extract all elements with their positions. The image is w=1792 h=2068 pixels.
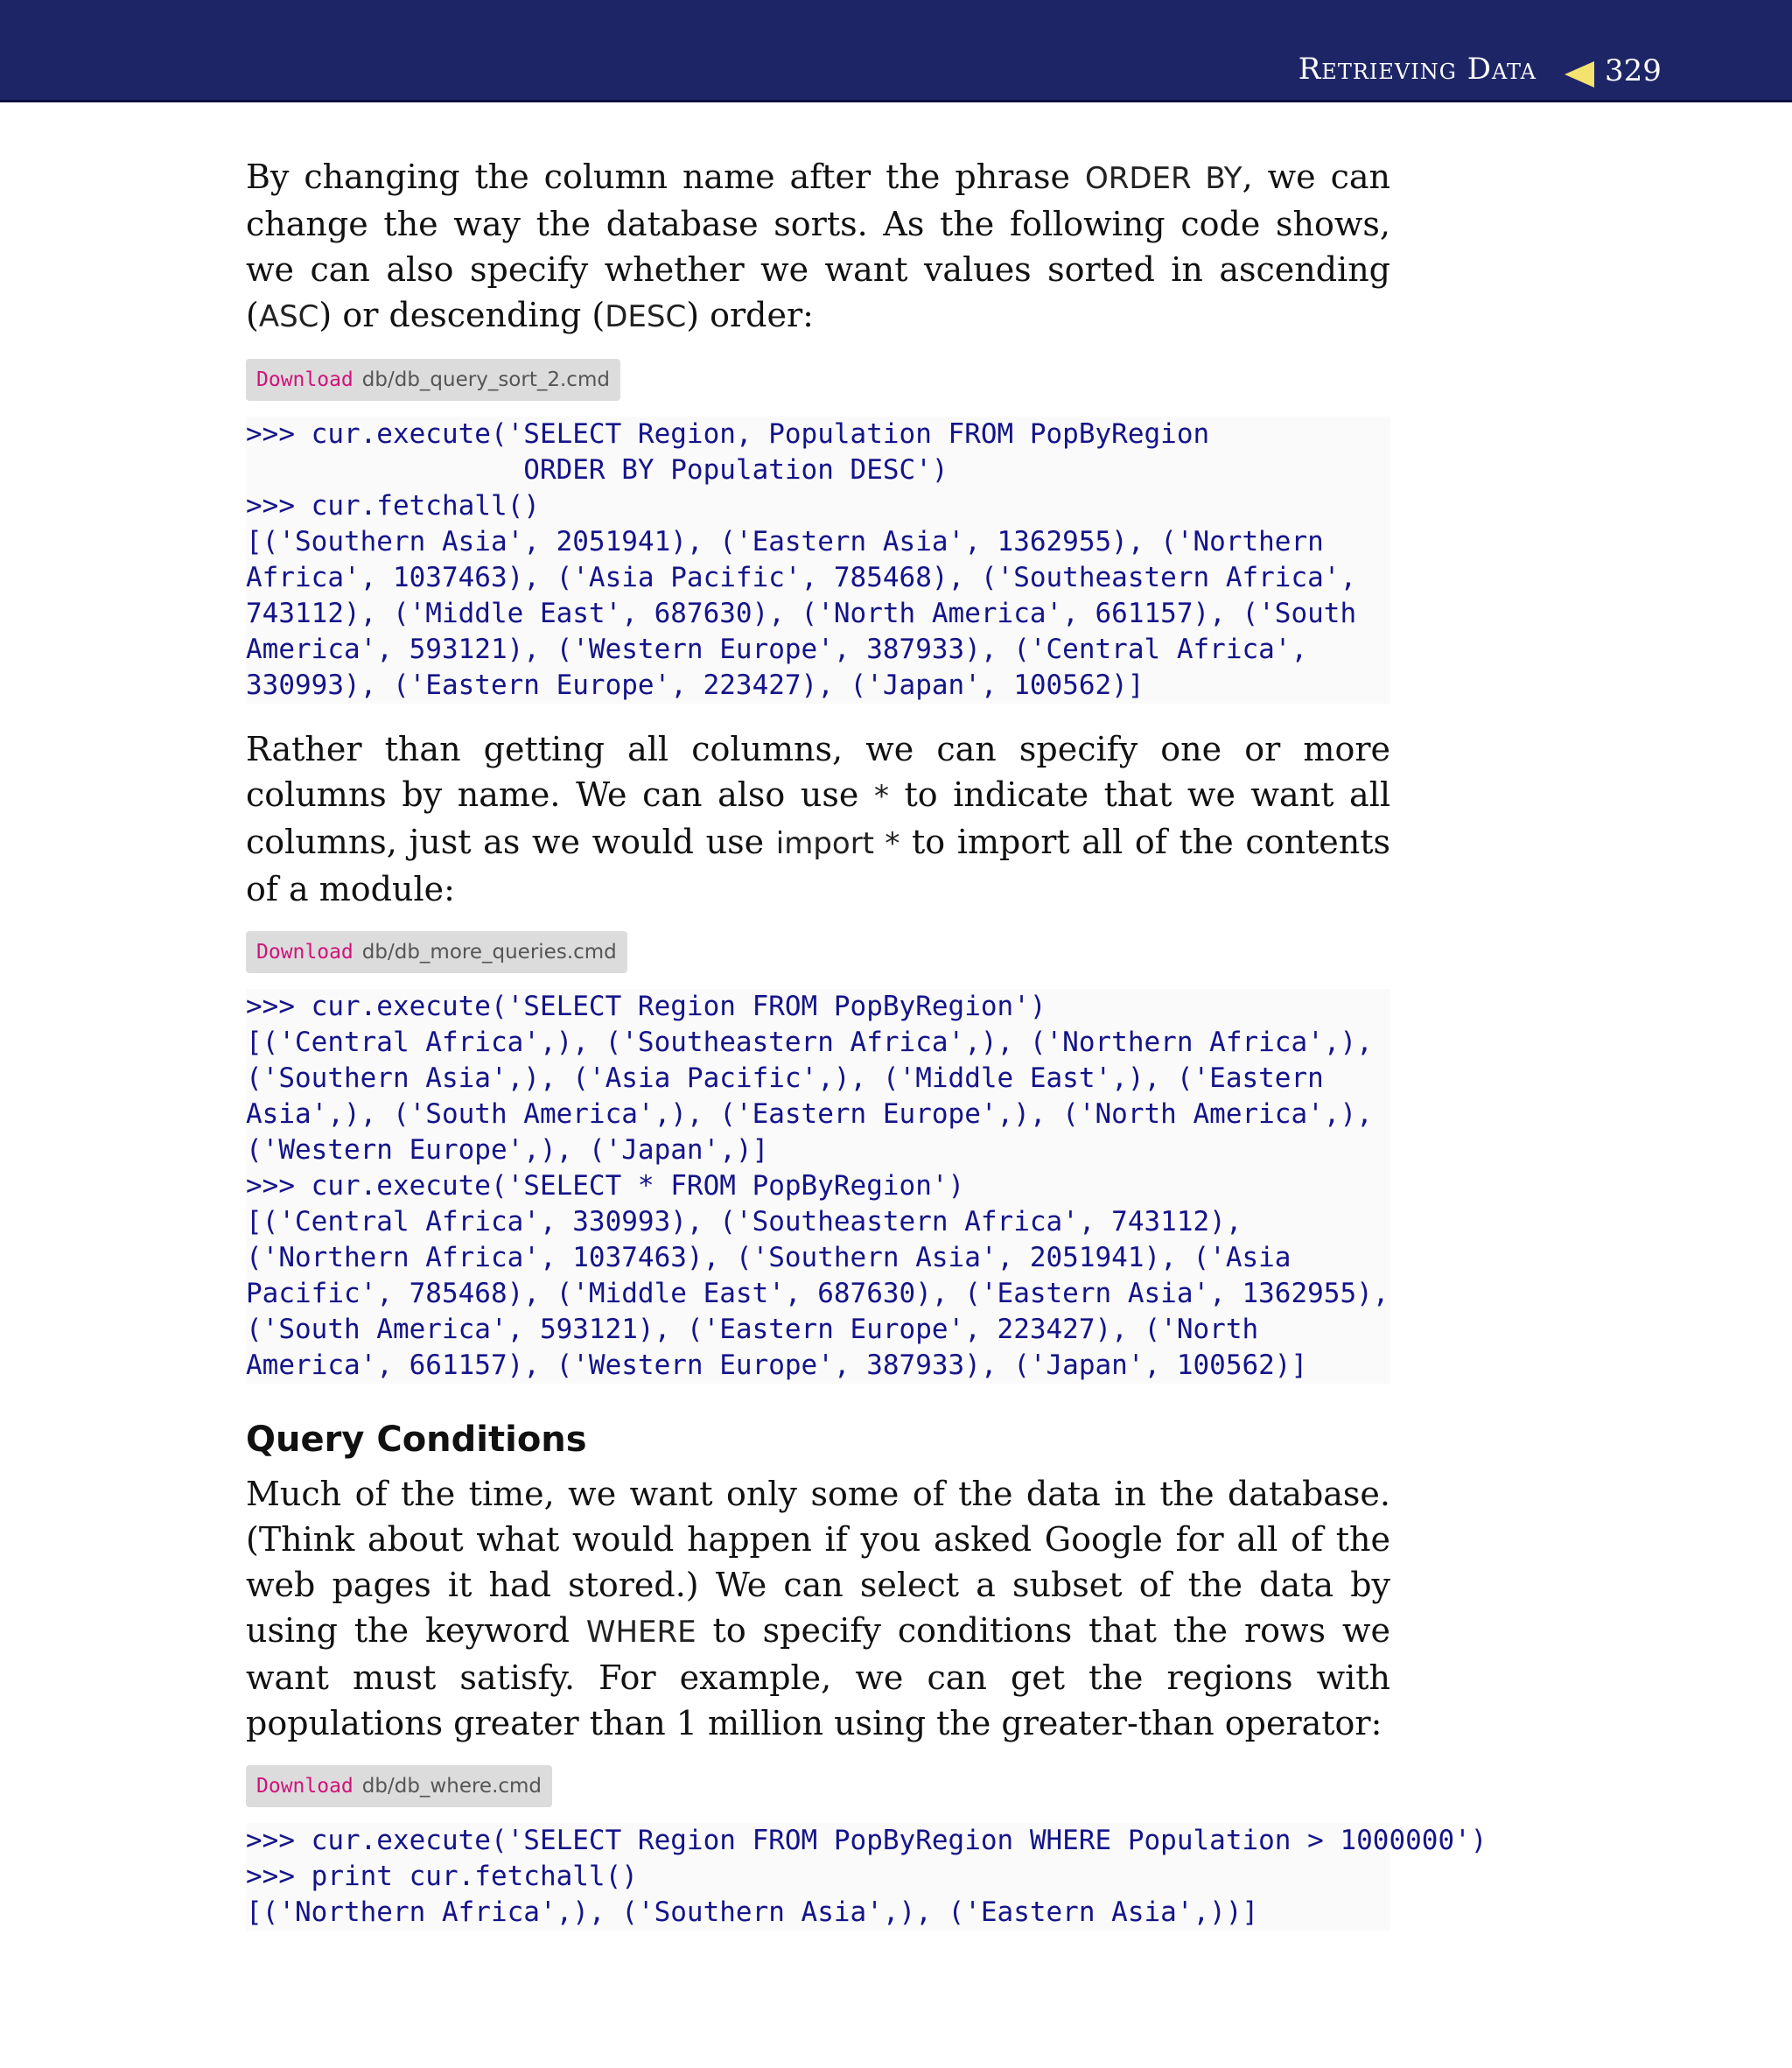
text-run: By changing the column name after the phrase <box>246 158 1085 196</box>
text-run: ) order: <box>686 296 814 334</box>
text-run: ) or descending ( <box>318 296 606 334</box>
download-path: db/db_query_sort_2.cmd <box>361 368 610 391</box>
download-path: db/db_more_queries.cmd <box>361 941 617 964</box>
download-link[interactable] <box>246 1765 552 1807</box>
paragraph-where <box>246 1471 1390 1746</box>
text-run: , we can change the way the database sorts. As the following code shows, we can also specify whether we want values sorted in ascending ( <box>246 158 1390 334</box>
download-label: Download <box>256 1775 354 1798</box>
code-block-more-queries: >>> cur.execute('SELECT Region FROM PopByRegion') [('Central Africa',), ('Southeastern Africa',), ('Northern Africa',), ('Southern Asia',), ('Asia Pacific',), ('Middle East',), ('Eastern Asia',), ('South America',), ('Eastern Europe',), ('North America',), ('Western Europe',), ('Japan',)] >>> cur.execute('SELECT * FROM PopByRegion') [('Central Africa', 330993), ('Southeastern Africa', 743112), ('Northern Africa', 1037463), ('Southern Asia', 2051941), ('Asia Pacific', 785468), ('Middle East', 687630), ('Eastern Asia', 1362955), ('South America', 593121), ('Eastern Europe', 223427), ('North America', 661157), ('Western Europe', 387933), ('Japan', 100562)] <box>246 989 1390 1384</box>
text-run: to indicate that we want all columns, just as we would use <box>246 775 1391 861</box>
text-run: to import all of the contents of a module: <box>246 823 1390 908</box>
download-label: Download <box>256 368 354 391</box>
download-path: db/db_where.cmd <box>361 1775 542 1798</box>
page-content <box>246 154 1488 1931</box>
code-block-sort: >>> cur.execute('SELECT Region, Population FROM PopByRegion ORDER BY Population DESC') >>> cur.fetchall() [('Southern Asia', 2051941), ('Eastern Asia', 1362955), ('Northern Africa', 1037463), ('Asia Pacific', 785468), ('Southeastern Africa', 743112), ('Middle East', 687630), ('North America', 661157), ('South America', 593121), ('Western Europe', 387933), ('Central Africa', 330993), ('Eastern Europe', 223427), ('Japan', 100562)] <box>246 417 1390 704</box>
download-label: Download <box>256 941 354 964</box>
paragraph-order-by <box>246 154 1390 340</box>
text-run: Much of the time, we want only some of the data in the database. (Think about what would happen if you asked Google for all of the web pages it had stored.) We can select a subset of the data by using the keyword <box>246 1475 1390 1650</box>
section-heading: Query Conditions <box>246 1420 587 1460</box>
page-number: 329 <box>1605 53 1662 88</box>
inline-keyword: ASC <box>258 299 319 334</box>
text-run: to specify conditions that the rows we want must satisfy. For example, we can get the regions with populations greater than 1 million using the greater-than operator: <box>246 1611 1390 1742</box>
inline-keyword: * <box>873 779 889 814</box>
page-header <box>0 0 1792 102</box>
inline-keyword: import * <box>775 826 900 861</box>
inline-keyword: WHERE <box>585 1615 696 1650</box>
page-arrow-icon <box>1564 61 1594 88</box>
download-link[interactable] <box>246 359 620 401</box>
inline-keyword: DESC <box>605 299 687 334</box>
text-run: Rather than getting all columns, we can specify one or more columns by name. We can also use <box>246 730 1390 814</box>
running-head-title: Retrieving Data <box>1298 52 1536 87</box>
download-link[interactable] <box>246 931 627 973</box>
inline-keyword: ORDER BY <box>1084 161 1242 196</box>
code-block-where: >>> cur.execute('SELECT Region FROM PopByRegion WHERE Population > 1000000') >>> print cur.fetchall() [('Northern Africa',), ('Southern Asia',), ('Eastern Asia',))] <box>246 1823 1390 1931</box>
paragraph-columns <box>246 726 1390 912</box>
